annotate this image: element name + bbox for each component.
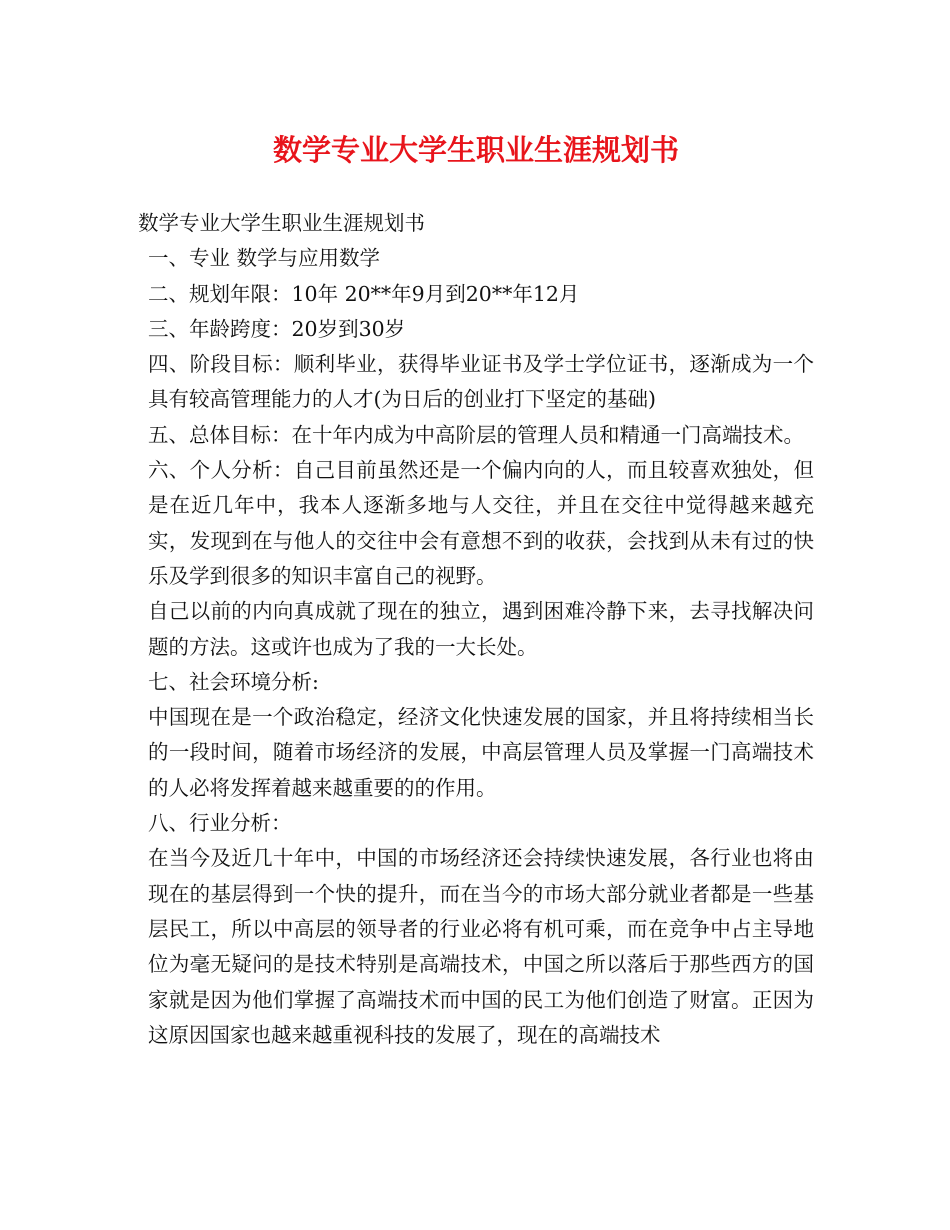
document-body xyxy=(138,206,814,1053)
paragraph: 三、年龄跨度：20岁到30岁 xyxy=(148,316,406,341)
paragraph: 二、规划年限：10年 20**年9月到20**年12月 xyxy=(148,281,580,306)
paragraph: 中国现在是一个政治稳定，经济文化快速发展的国家，并且将持续相当长的一段时间，随着市场经济的发展，中高层管理人员及掌握一门高端技术的人必将发挥着越来越重要的的作用。 xyxy=(148,705,814,800)
paragraph: 四、阶段目标：顺利毕业，获得毕业证书及学士学位证书，逐渐成为一个具有较高管理能力的人才(为日后的创业打下坚定的基础) xyxy=(148,352,814,412)
paragraph: 八、行业分析： xyxy=(148,811,292,836)
paragraph: 在当今及近几十年中，中国的市场经济还会持续快速发展，各行业也将由现在的基层得到一个快的提升，而在当今的市场大部分就业者都是一些基层民工，所以中高层的领导者的行业必将有机可乘，而在竞争中占主导地位为毫无疑问的是技术特别是高端技术，中国之所以落后于那些西方的国家就是因为他们掌握了高端技术而中国的民工为他们创造了财富。正因为这原因国家也越来越重视科技的发展了，现在的高端技术 xyxy=(148,846,814,1047)
paragraph: 六、个人分析：自己目前虽然还是一个偏内向的人，而且较喜欢独处，但是在近几年中，我本人逐渐多地与人交往，并且在交往中觉得越来越充实，发现到在与他人的交往中会有意想不到的收获，会找到从未有过的快乐及学到很多的知识丰富自己的视野。 xyxy=(148,458,814,588)
paragraph: 一、专业 数学与应用数学 xyxy=(148,246,381,271)
paragraph: 五、总体目标：在十年内成为中高阶层的管理人员和精通一门高端技术。 xyxy=(148,422,804,447)
paragraph: 自己以前的内向真成就了现在的独立，遇到困难冷静下来，去寻找解决问题的方法。这或许也成为了我的一大长处。 xyxy=(148,599,814,659)
paragraph: 数学专业大学生职业生涯规划书 xyxy=(138,211,425,235)
paragraph: 七、社会环境分析: xyxy=(148,669,319,694)
document-title: 数学专业大学生职业生涯规划书 xyxy=(272,133,679,167)
